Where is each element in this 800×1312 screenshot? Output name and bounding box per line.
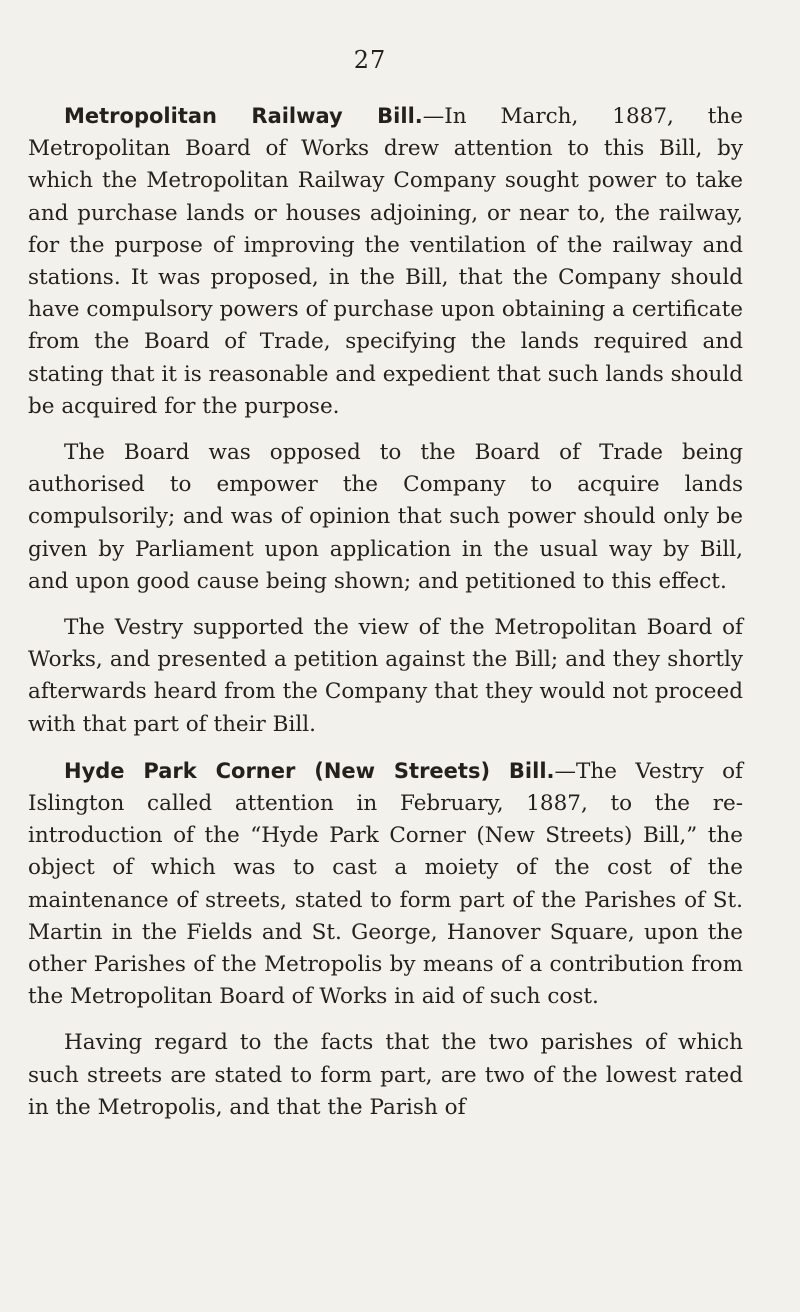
section-heading-metropolitan-railway-bill: Metropolitan Railway Bill. bbox=[64, 104, 423, 128]
section-heading-hyde-park-corner-bill: Hyde Park Corner (New Streets) Bill. bbox=[64, 758, 555, 783]
paragraph-text: —The Vestry of Islington called attention in February, 1887, to the reintroduction of the “Hyde Park Corner (New Streets) Bill,” the object of which was to cast a moiety of the cost of the maintenance of streets, stated to form part of the Parishes of St. Martin in the Fields and St. George, Hanover Square, upon the other Parishes of the Metropolis by means of a contribution from the Metropolitan Board of Works in aid of such cost. bbox=[28, 758, 743, 1010]
paragraph-hyde-park-corner-bill bbox=[28, 755, 743, 1014]
page-number: 27 bbox=[353, 46, 387, 74]
paragraph-text: —In March, 1887, the Metropolitan Board of Works drew attention to this Bill, by which the Metropolitan Railway Company sought power to take and purchase lands or houses adjoining, or near to, the railway, for the purpose of improving the ventilation of the railway and stations. It was proposed, in the Bill, that the Company should have compulsory powers of purchase upon obtaining a certificate from the Board of Trade, specifying the lands required and stating that it is reasonable and expedient that such lands should be acquired for the purpose. bbox=[28, 104, 744, 419]
paragraph-having-regard bbox=[28, 1027, 743, 1124]
paragraph-text: The Vestry supported the view of the Metropolitan Board of Works, and presented a petition against the Bill; and they shortly afterwards heard from the Company that they would not proceed with that part of their Bill. bbox=[28, 615, 743, 737]
paragraph-text: Having regard to the facts that the two parishes of which such streets are stated to form part, are two of the lowest rated in the Metropolis, and that the Parish of bbox=[28, 1030, 743, 1120]
paragraph-metropolitan-railway-bill bbox=[28, 100, 743, 423]
paragraph-board-opposed bbox=[28, 437, 743, 598]
page-body bbox=[28, 100, 743, 1138]
paragraph-text: The Board was opposed to the Board of Trade being authorised to empower the Company to acquire lands compulsorily; and was of opinion that such power should only be given by Parliament upon application in the usual way by Bill, and upon good cause being shown; and petitioned to this effect. bbox=[28, 440, 743, 594]
paragraph-vestry-supported bbox=[28, 612, 743, 741]
